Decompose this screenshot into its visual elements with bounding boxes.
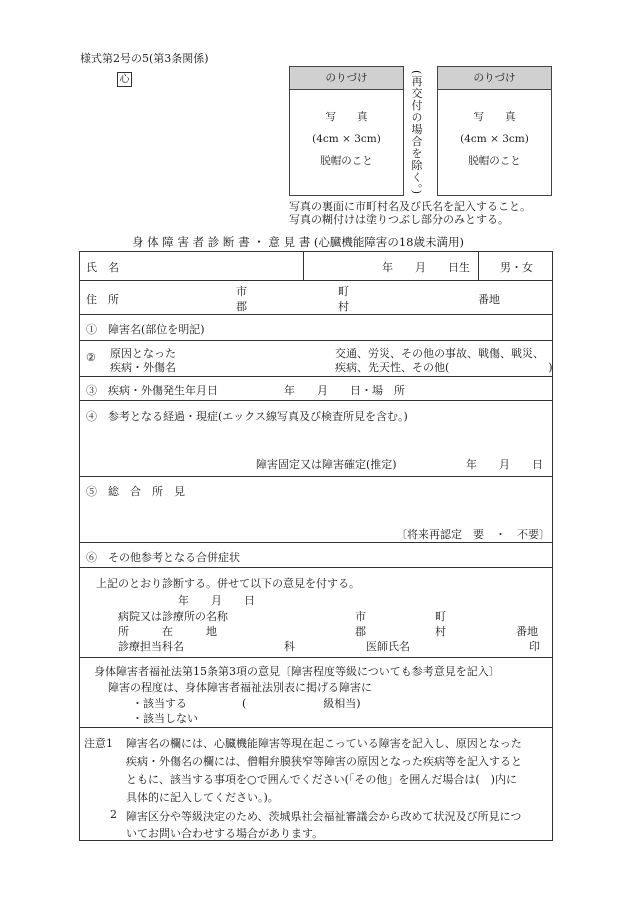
photo-box-label: 写 真	[473, 111, 516, 123]
note2-line: いてお問い合わせする場合があります。	[126, 827, 324, 840]
photo-box-note: 脱帽のこと	[320, 155, 373, 167]
opinion-statement: 障害の程度は、身体障害者福祉法別表に掲げる障害に	[108, 681, 372, 694]
address-mura: 村	[338, 300, 349, 313]
note1-line: 障害名の欄には、心臓機能障害等現在起こっている障害を記入し、原因となった	[126, 737, 522, 750]
fixed-date-label: 障害固定又は障害確定(推定)	[256, 458, 397, 471]
hospital-gun: 郡	[355, 625, 366, 638]
department-label: 診療担当科名	[118, 640, 184, 653]
overall-findings-label: ⑤ 総 合 所 見	[86, 485, 185, 498]
opinion-heading: 身体障害者福祉法第15条第3項の意見〔障害程度等級についても参考意見を記入〕	[94, 665, 500, 678]
hospital-mura: 村	[435, 625, 446, 638]
cause-label-1: 原因となった	[110, 347, 176, 360]
fixed-date-value: 年 月 日	[466, 458, 543, 471]
photo-box-label: 写 真	[325, 111, 368, 123]
form-table	[79, 251, 553, 841]
opinion-applicable: ・該当する ( 級相当)	[132, 697, 361, 710]
notes-label: 注意1	[84, 737, 113, 750]
address-label: 住 所	[86, 293, 119, 306]
disability-name-label: ① 障害名(部位を明記)	[86, 323, 205, 336]
photo-box-2	[437, 66, 552, 196]
birth-date-field: 年 月 日生	[382, 261, 470, 274]
note1-line: 疾病・外傷名の欄には、僧帽弁膜狭窄等障害の原因となった疾病等を記入すると	[126, 755, 522, 768]
cause-label-2: 疾病・外傷名	[110, 361, 176, 374]
photo-notes	[289, 200, 531, 226]
photo-box-header: のりづけ	[290, 67, 403, 90]
hospital-banchi: 番地	[516, 625, 538, 638]
note1-line: 具体的に記入してください。)。	[126, 791, 279, 804]
complications-label: ⑥ その他参考となる合併症状	[86, 551, 240, 564]
diagnosis-date: 年 月 日	[178, 594, 255, 607]
clinical-findings-label: ④ 参考となる経過・現症(エックス線写真及び検査所見を含む。)	[86, 410, 408, 423]
cause-options-2: 疾病、先天性、その他( )	[335, 361, 553, 374]
note1-line: ともに、該当する事項を○で囲んでください(「その他」を囲んだ場合は( )内に	[126, 773, 517, 786]
photo-note-line: 写真の裏面に市町村名及び氏名を記入すること。	[289, 200, 531, 213]
note2-line: 障害区分や等級決定のため、茨城県社会福祉審議会から改めて状況及び所見につ	[126, 810, 522, 823]
address-machi: 町	[338, 285, 349, 298]
name-label: 氏 名	[86, 261, 119, 274]
note2-number: 2	[110, 808, 117, 821]
photo-box-header: のりづけ	[438, 67, 551, 90]
photo-note-line: 写真の糊付けは塗りつぶし部分のみとする。	[289, 213, 509, 226]
hospital-label: 病院又は診療所の名称	[118, 610, 228, 623]
heart-mark: 心	[117, 72, 132, 87]
onset-date-label: ③ 疾病・外傷発生年月日 年 月 日・場 所	[86, 384, 405, 397]
opinion-not-applicable: ・該当しない	[132, 712, 198, 725]
address-gun: 郡	[236, 300, 247, 313]
sex-field: 男・女	[500, 261, 533, 274]
reissue-note: (再交付の場合を除く。)	[410, 70, 423, 196]
doctor-name-label: 医師氏名	[366, 640, 410, 653]
photo-box-size: (4cm × 3cm)	[460, 133, 529, 145]
address-banchi: 番地	[478, 293, 500, 306]
location-label: 所 在 地	[118, 625, 217, 638]
photo-box-1	[289, 66, 404, 196]
recheck-field: 〔将来再認定 要 ・ 不要〕	[396, 528, 550, 541]
seal-mark: 印	[529, 640, 540, 653]
row2-number: ②	[86, 351, 96, 364]
hospital-shi: 市	[355, 610, 366, 623]
department-ka: 科	[284, 640, 295, 653]
hospital-machi: 町	[435, 610, 446, 623]
diagnosis-statement: 上記のとおり診断する。併せて以下の意見を付する。	[96, 577, 360, 590]
photo-box-note: 脱帽のこと	[468, 155, 521, 167]
address-shi: 市	[236, 285, 247, 298]
document-title: 身 体 障 害 者 診 断 書 ・ 意 見 書 (心臓機能障害の18歳未満用)	[132, 235, 464, 249]
cause-options-1: 交通、労災、その他の事故、戦傷、戦災、	[335, 347, 544, 360]
photo-box-size: (4cm × 3cm)	[312, 133, 381, 145]
form-label: 様式第2号の5(第3条関係)	[80, 52, 209, 65]
